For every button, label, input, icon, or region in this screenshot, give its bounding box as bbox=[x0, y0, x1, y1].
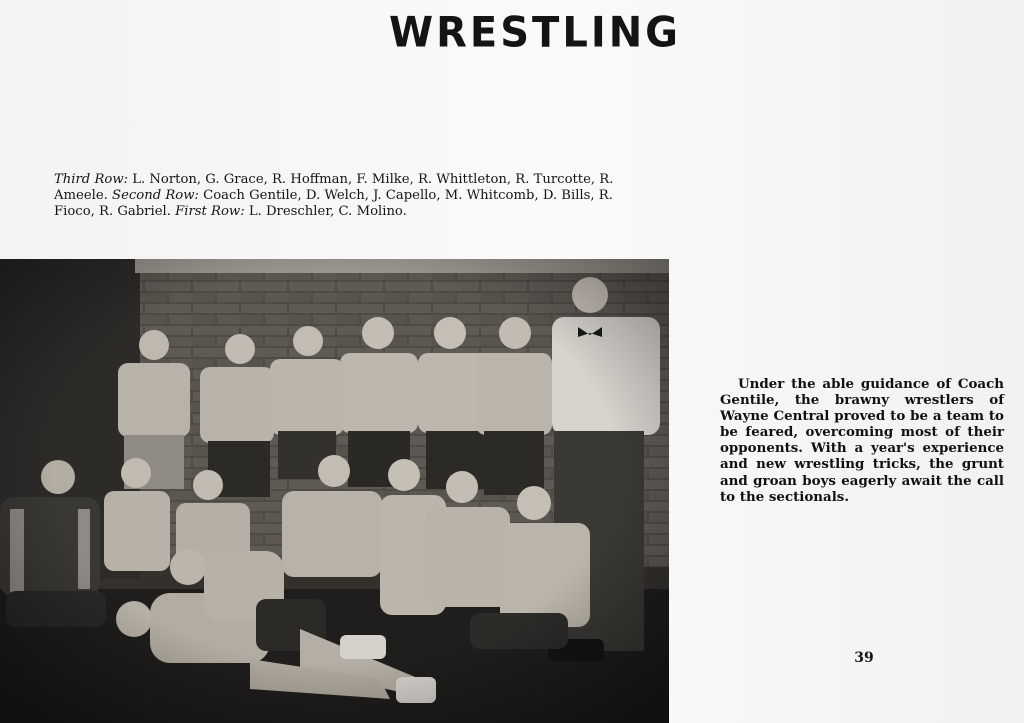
caption-second-row-names: Coach Gentile, D. Welch, J. Capello, M. Whitcomb, D. Bills, R. Fioco, R. Gabriel. bbox=[54, 188, 613, 219]
caption-first-row-names: L. Dreschler, C. Molino. bbox=[244, 204, 407, 219]
photo-caption bbox=[54, 172, 614, 220]
caption-first-row-label: First Row: bbox=[175, 204, 245, 219]
team-photo-illustration bbox=[0, 259, 669, 723]
caption-third-row-names: L. Norton, G. Grace, R. Hoffman, F. Milke, R. Whittleton, R. Turcotte, R. Ameele. bbox=[54, 172, 614, 203]
body-paragraph: Under the able guidance of Coach Gentile, the brawny wrestlers of Wayne Central proved to be a team to be feared, overcoming most of their opponents. With a year's experience and new wrestling tricks, the grunt and groan boys eagerly await the call to the sectionals. bbox=[720, 376, 1004, 505]
caption-second-row-label: Second Row: bbox=[112, 188, 199, 203]
photo-vignette bbox=[0, 259, 669, 723]
page-title: WRESTLING bbox=[388, 8, 682, 58]
team-photo bbox=[0, 259, 669, 723]
caption-third-row-label: Third Row: bbox=[54, 172, 129, 187]
page-number: 39 bbox=[854, 650, 874, 666]
